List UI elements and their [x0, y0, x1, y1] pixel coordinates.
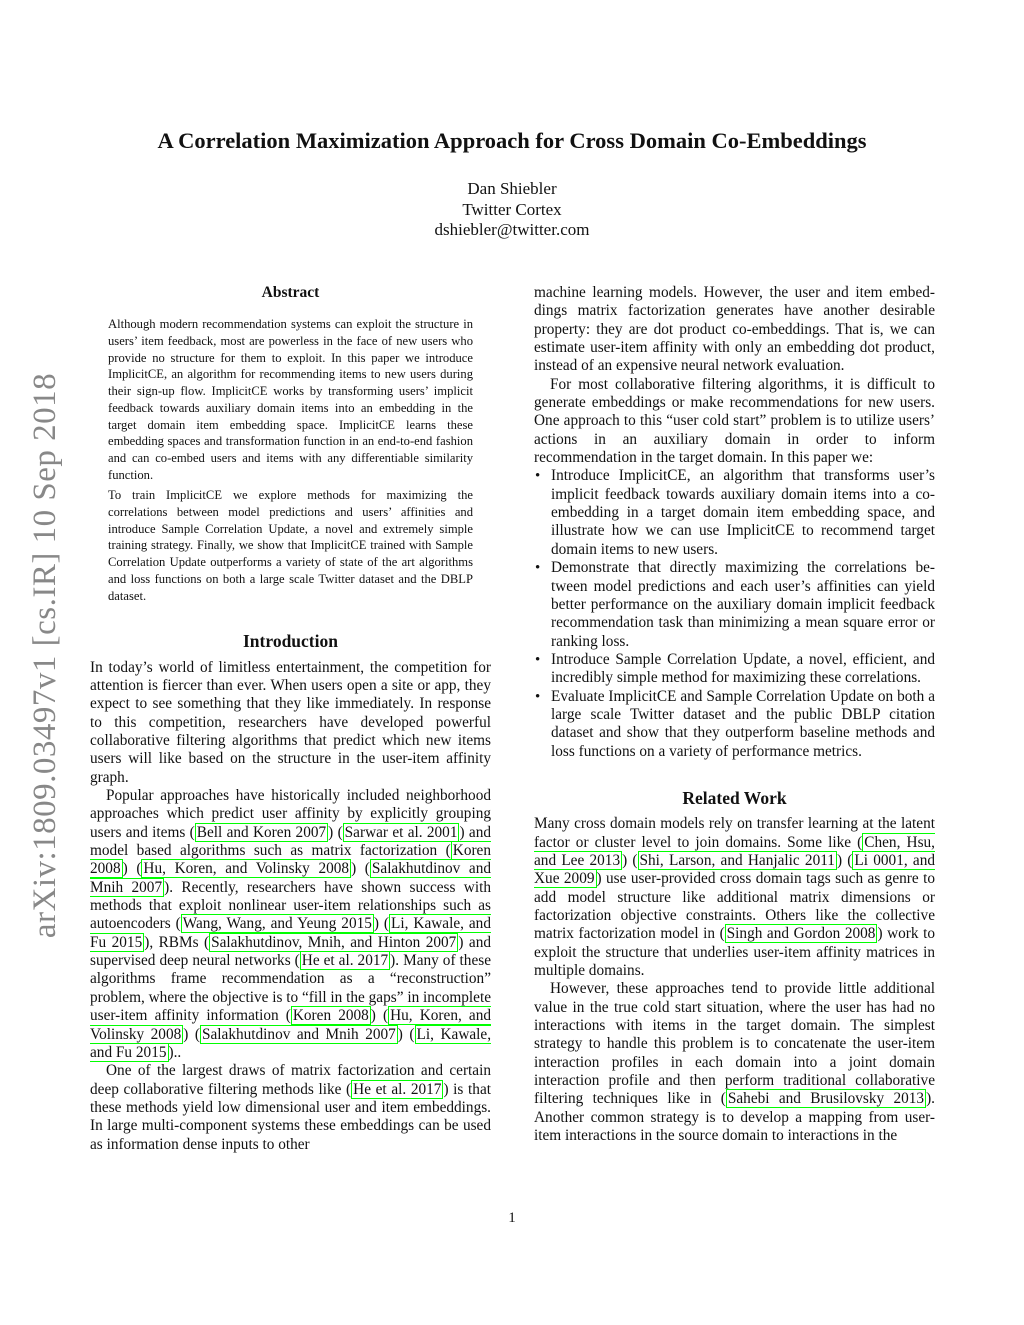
- citation-link[interactable]: Bell and Koren 2007: [196, 823, 327, 841]
- citation-link[interactable]: Singh and Gordon 2008: [726, 925, 876, 943]
- text-run: ). Many of these algorithms frame recommendation as a “reconstruction” problem, where the objective is to “fill in the gaps” in incomplete user-item affinity information (: [90, 952, 491, 1025]
- citation-link[interactable]: Salakhutdinov, Mnih, and Hinton 2007: [211, 933, 457, 951]
- related-work-heading: Related Work: [682, 787, 787, 808]
- text-run: ) is that these methods yield low dimensional user and item embeddings. In large multi-component systems these embeddings can be used as information dense inputs to other: [90, 1080, 491, 1153]
- contribution-item: • Introduce ImplicitCE, an algorithm that transforms user’s implicit feedback towards auxiliary domain items into a co-embedding in a target domain item embedding space, and illustrate how we can use ImplicitCE to recommend target domain items to new users.: [534, 467, 935, 559]
- citation-link[interactable]: Salakhutdinov and Mnih 2007: [201, 1025, 396, 1043]
- text-run: One of the largest draws of matrix factorization and certain deep collaborative filtering methods like (: [90, 1062, 491, 1098]
- abstract-paragraph-1: Although modern recommendation systems can exploit the structure in users’ item feedback, most are powerless in the face of new users who provide no structure for them to exploit. In this paper we introduce ImplicitCE, an algorithm for recommending items to new users during their sign-up flow. ImplicitCE works by transforming users’ implicit feedback towards auxiliary domain items into an embedding in the target domain item embedding space. ImplicitCE learns these embedding spaces and transformation function in an end-to-end fashion and can co-embed users and items with any differentiable similarity function.: [108, 317, 473, 482]
- author-block: [0, 179, 1024, 241]
- arxiv-identifier: arXiv:1809.03497v1 [cs.IR] 10 Sep 2018: [27, 372, 64, 938]
- contribution-item: • Evaluate ImplicitCE and Sample Correlation Update on both a large scale Twitter dataset and the public DBLP citation dataset and show that they outperform baseline methods and loss functions on a variety of performance metrics.: [534, 688, 935, 761]
- contributions-list: [534, 467, 935, 761]
- text-run: ) (: [622, 851, 638, 869]
- intro-paragraph-2: [90, 787, 491, 1062]
- text-run: ) (: [328, 823, 343, 841]
- text-run: Popular approaches have historically included neighborhood approaches which predict user affinity by explicitly grouping users and items (: [90, 787, 491, 841]
- text-run: ) (: [351, 860, 370, 878]
- text-run: ) work to exploit the structure that underlies user-item affinity matrices in multiple domains.: [534, 925, 935, 980]
- citation-link[interactable]: Sarwar et al. 2001: [344, 823, 458, 841]
- abstract-paragraph-2: To train ImplicitCE we explore methods for maximizing the correlations between model predictions and users’ affinities and introduce Sample Correlation Update, a novel and extremely simple training strategy. Finally, we show that ImplicitCE trained with Sample Correlation Update outperforms a variety of state of the art algorithms and loss functions on both a large scale Twitter dataset and the DBLP dataset.: [108, 488, 473, 603]
- text-run: However, these approaches tend to provide little additional value in the true cold start situation, where the user has had no interactions with items in the target domain. The simplest strategy to handle this problem is to concatenate the user-item interaction profiles in each domain into a joint domain interaction profile and then perform traditional collaborative filtering techniques like in (: [534, 980, 935, 1108]
- text-run: ) and supervised deep neural networks (: [90, 933, 491, 970]
- arxiv-sidebar-stamp: [27, 365, 64, 945]
- text-run: ) (: [836, 851, 853, 869]
- citation-link[interactable]: Chen, Hsu, and Lee 2013: [534, 833, 935, 869]
- right-column: [534, 284, 935, 1145]
- citation-link[interactable]: Li, Kawale, and Fu 2015: [90, 1025, 492, 1061]
- citation-link[interactable]: Shi, Larson, and Hanjalic 2011: [639, 851, 835, 869]
- text-run: )..: [168, 1043, 182, 1061]
- left-column: [90, 284, 491, 1154]
- text-run: ) (: [370, 1007, 389, 1025]
- contribution-item: • Demonstrate that directly maximizing the correlations between model predictions and each user’s affinities can yield better performance on the auxiliary domain implicit feedback recommendation task than minimizing a mean square error or ranking loss.: [534, 559, 935, 651]
- text-run: ) (: [183, 1025, 200, 1043]
- intro-paragraph-1: In today’s world of limitless entertainment, the competition for attention is fiercer than ever. When users open a site or app, they expect to see something that they like immediately. In response to this competition, researchers have developed powerful collaborative filtering algorithms that predict which new items users will like based on the structure in the user-item affinity graph.: [90, 658, 491, 786]
- citation-link[interactable]: He et al. 2017: [301, 952, 389, 970]
- author-email: dshiebler@twitter.com: [434, 220, 590, 239]
- citation-link[interactable]: Li 0001, and Xue 2009: [534, 851, 935, 888]
- citation-link[interactable]: Wang, Wang, and Yeung 2015: [182, 915, 372, 933]
- text-run: ) (: [122, 860, 142, 878]
- text-run: ). Recently, researchers have shown success with methods that exploit nonlinear user-item relationships such as autoencoders (: [90, 878, 491, 933]
- intro-paragraph-3: [90, 1062, 491, 1154]
- citation-link[interactable]: Koren 2008: [90, 842, 491, 878]
- introduction-heading: Introduction: [243, 631, 338, 652]
- intro-paragraph-continued: machine learning models. However, the user and item embeddings matrix factorization generates have another desirable property: they are dot product co-embeddings. That is, we can estimate user-item affinity with only an embedding dot product, instead of an expensive neural network evaluation.: [534, 284, 935, 375]
- text-run: ) (: [373, 915, 390, 933]
- citation-link[interactable]: Koren 2008: [292, 1007, 369, 1025]
- citation-link[interactable]: Hu, Koren, and Volinsky 2008: [90, 1007, 491, 1043]
- citation-link[interactable]: Salakhutdinov and Mnih 2007: [90, 860, 491, 896]
- text-run: ), RBMs (: [144, 933, 210, 951]
- text-run: ) (: [397, 1025, 415, 1043]
- author-name: Dan Shiebler: [467, 179, 557, 198]
- abstract-heading: Abstract: [261, 284, 320, 301]
- contribution-item: • Introduce Sample Correlation Update, a novel, efficient, and incredibly simple method for maximizing these correlations.: [534, 651, 935, 688]
- page-number: 1: [508, 1210, 516, 1226]
- paper-title: A Correlation Maximization Approach for Cross Domain Co-Embeddings: [157, 128, 867, 153]
- related-work-paragraph-1: [534, 815, 935, 980]
- abstract-body: [108, 316, 473, 604]
- citation-link[interactable]: Sahebi and Brusilovsky 2013: [727, 1090, 925, 1108]
- cold-start-paragraph: For most collaborative filtering algorithms, it is difficult to generate embeddings or make recommendations for new users. One approach to this “user cold start” problem is to utilize users’ actions in an auxiliary domain in order to inform recommendation in the target domain. In this paper we:: [534, 375, 935, 467]
- text-run: ) use user-provided cross domain tags such as genre to add model structure like additional matrix dimensions or factorization objective constraints. Others like the collective matrix factorization model in (: [534, 870, 935, 943]
- citation-link[interactable]: Li, Kawale, and Fu 2015: [90, 915, 491, 951]
- text-run: Many cross domain models rely on transfer learning at the latent factor or cluster level to join domains. Some like (: [534, 815, 935, 851]
- text-run: ) and model based algorithms such as matrix factorization (: [90, 823, 491, 860]
- citation-link[interactable]: Hu, Koren, and Volinsky 2008: [143, 860, 350, 878]
- citation-link[interactable]: He et al. 2017: [353, 1080, 442, 1098]
- text-run: ). Another common strategy is to develop a mapping from user-item interactions in the source domain to interactions in the: [534, 1090, 935, 1145]
- author-affiliation: Twitter Cortex: [462, 199, 562, 219]
- related-work-paragraph-2: [534, 980, 935, 1145]
